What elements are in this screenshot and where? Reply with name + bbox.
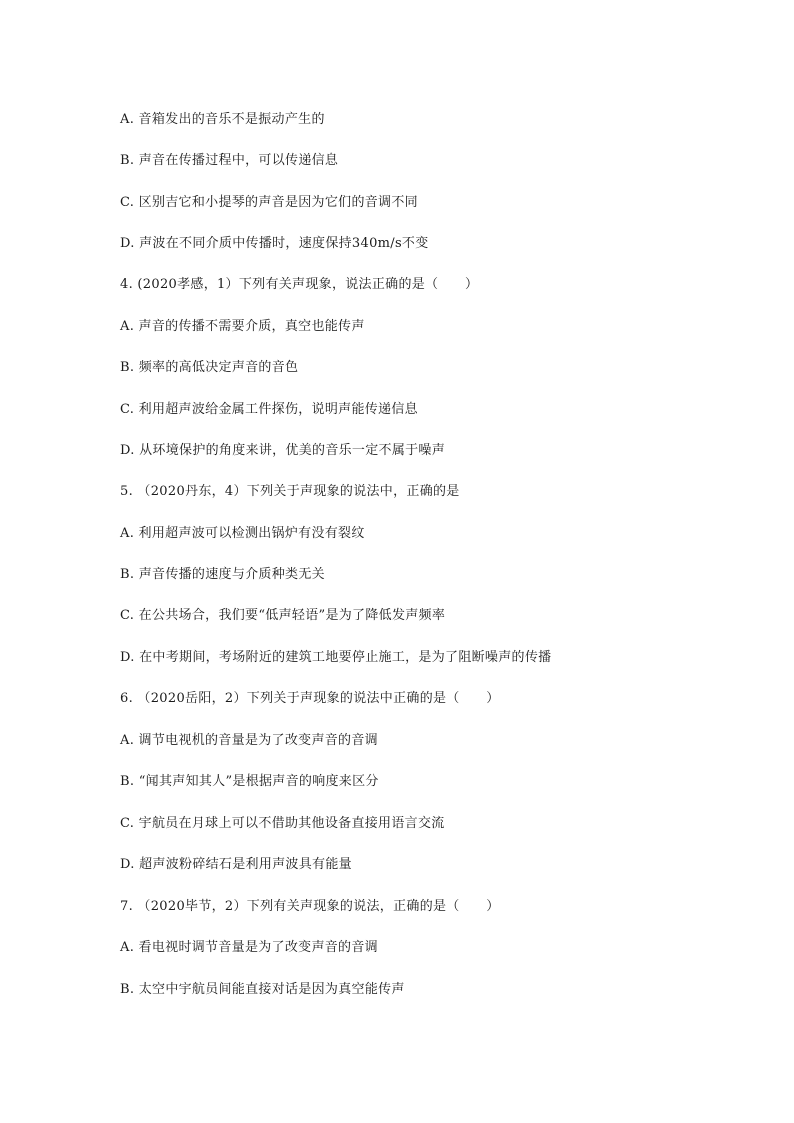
- option-line: B. 太空中宇航员间能直接对话是因为真空能传声: [120, 982, 405, 997]
- option-line: D. 声波在不同介质中传播时，速度保持340m/s不变: [120, 236, 429, 251]
- option-line: C. 利用超声波给金属工件探伤，说明声能传递信息: [120, 402, 418, 417]
- option-line: C. 在公共场合，我们要“低声轻语”是为了降低发声频率: [120, 608, 446, 623]
- option-line: B. “闻其声知其人”是根据声音的响度来区分: [120, 774, 379, 789]
- question-line: 5. （2020丹东，4）下列关于声现象的说法中，正确的是: [120, 484, 460, 499]
- option-line: B. 声音传播的速度与介质种类无关: [120, 567, 325, 582]
- option-line: D. 在中考期间，考场附近的建筑工地要停止施工，是为了阻断噪声的传播: [120, 650, 552, 665]
- question-line: 7. （2020毕节，2）下列有关声现象的说法，正确的是（ ）: [120, 899, 500, 914]
- option-line: A. 调节电视机的音量是为了改变声音的音调: [120, 733, 378, 748]
- option-line: A. 音箱发出的音乐不是振动产生的: [120, 112, 325, 127]
- option-line: B. 声音在传播过程中，可以传递信息: [120, 153, 339, 168]
- option-line: D. 超声波粉碎结石是利用声波具有能量: [120, 857, 352, 872]
- option-line: A. 利用超声波可以检测出锅炉有没有裂纹: [120, 526, 365, 541]
- option-line: C. 区别吉它和小提琴的声音是因为它们的音调不同: [120, 195, 418, 210]
- option-line: B. 频率的高低决定声音的音色: [120, 360, 299, 375]
- question-line: 6. （2020岳阳，2）下列关于声现象的说法中正确的是（ ）: [120, 691, 500, 706]
- option-line: A. 看电视时调节音量是为了改变声音的音调: [120, 940, 378, 955]
- option-line: A. 声音的传播不需要介质，真空也能传声: [120, 319, 365, 334]
- option-line: C. 宇航员在月球上可以不借助其他设备直接用语言交流: [120, 816, 445, 831]
- question-line: 4. (2020孝感，1）下列有关声现象，说法正确的是（ ）: [120, 277, 479, 292]
- option-line: D. 从环境保护的角度来讲，优美的音乐一定不属于噪声: [120, 443, 446, 458]
